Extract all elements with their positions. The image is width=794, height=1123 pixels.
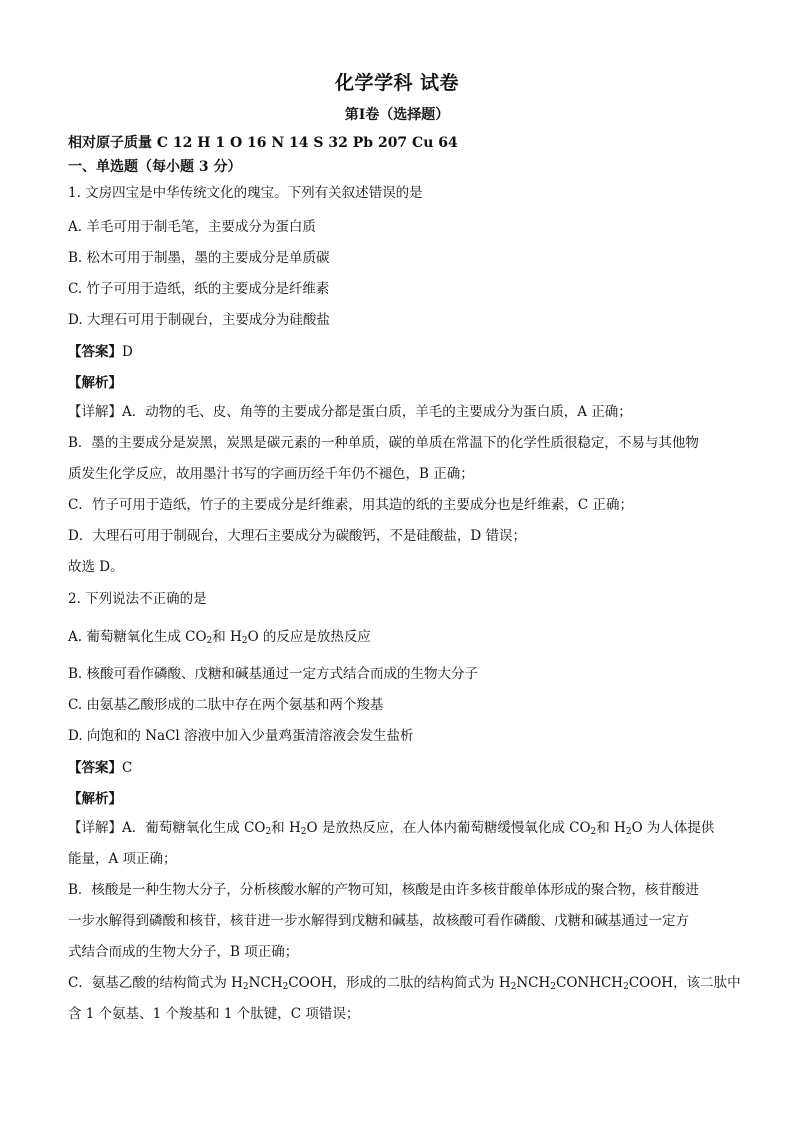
q2-detail-b1: B．核酸是一种生物大分子，分析核酸水解的产物可知，核酸是由许多核苷酸单体形成的聚合物，核苷酸进 (68, 882, 699, 898)
q2-detail-b3: 式结合而成的生物大分子，B 项正确； (68, 944, 299, 960)
subscript: 2 (241, 636, 248, 646)
q2-detail-a (68, 819, 714, 841)
answer-value: C (122, 760, 133, 776)
atomic-mass-line: 相对原子质量 C 12 H 1 O 16 N 14 S 32 Pb 207 Cu 64 (68, 135, 458, 151)
text-run: 【详解】A．葡萄糖氧化生成 CO (68, 820, 266, 836)
text-run: C．氨基乙酸的结构简式为 H (68, 975, 243, 991)
q1-stem: 1. 文房四宝是中华传统文化的瑰宝。下列有关叙述错误的是 (68, 185, 423, 201)
answer-label: 【答案】 (68, 344, 122, 360)
page-title: 化学学科 试卷 (334, 72, 460, 94)
text-run: NCH (248, 975, 283, 991)
q1-answer (68, 340, 133, 360)
q2-stem: 2. 下列说法不正确的是 (68, 591, 207, 607)
q1-detail-b2: 质发生化学反应，故用墨汁书写的字画历经千年仍不褪色，B 正确； (68, 466, 474, 482)
text-run: NCH (516, 975, 551, 991)
text-run: 和 H (596, 820, 626, 836)
text-run: 和 H (271, 820, 301, 836)
text-run: CONHCH (556, 975, 624, 991)
text-run: 和 H (212, 629, 242, 645)
subscript: 2 (242, 982, 249, 992)
answer-value: D (122, 344, 133, 360)
text-run: O 的反应是放热反应 (247, 629, 371, 645)
subscript: 2 (510, 982, 517, 992)
text-run: O 是放热反应，在人体内葡萄糖缓慢氧化成 CO (306, 820, 591, 836)
q1-option-d: D. 大理石可用于制砚台，主要成分为硅酸盐 (68, 312, 330, 328)
text-run: O 为人体提供 (631, 820, 715, 836)
q2-detail-b2: 一步水解得到磷酸和核苷，核苷进一步水解得到戊糖和碱基，故核酸可看作磷酸、戊糖和碱基通过一定方 (68, 913, 689, 929)
subscript: 2 (550, 982, 556, 992)
q2-option-d: D. 向饱和的 NaCl 溶液中加入少量鸡蛋清溶液会发生盐析 (68, 728, 414, 744)
q2-answer (68, 756, 132, 776)
section-heading: 一、单选题（每小题 3 分） (68, 159, 242, 175)
subscript: 2 (206, 636, 213, 646)
q1-detail-a: 【详解】A．动物的毛、皮、角等的主要成分都是蛋白质，羊毛的主要成分为蛋白质，A 正确； (68, 404, 632, 420)
subscript: 2 (282, 982, 289, 992)
volume-title: 第Ⅰ卷（选择题） (344, 107, 450, 123)
q2-option-c: C. 由氨基乙酸形成的二肽中存在两个氨基和两个羧基 (68, 697, 384, 713)
text-run: COOH，该二肽中 (628, 975, 741, 991)
subscript: 2 (623, 982, 629, 992)
q1-analysis-label (68, 371, 122, 391)
q2-detail-a2: 能量，A 项正确； (68, 851, 177, 867)
q1-option-b: B. 松木可用于制墨，墨的主要成分是单质碳 (68, 250, 330, 266)
q1-detail-d: D．大理石可用于制砚台，大理石主要成分为碳酸钙，不是硅酸盐，D 错误； (68, 528, 526, 544)
q2-detail-c (68, 974, 741, 996)
q2-detail-c2: 含 1 个氨基、1 个羧基和 1 个肽键，C 项错误； (68, 1006, 360, 1022)
analysis-label: 【解析】 (68, 375, 122, 391)
q2-option-b: B. 核酸可看作磷酸、戊糖和碱基通过一定方式结合而成的生物大分子 (68, 666, 479, 682)
subscript: 2 (590, 827, 597, 837)
q1-conclusion: 故选 D。 (68, 559, 124, 575)
q2-analysis-label (68, 787, 122, 807)
subscript: 2 (265, 827, 272, 837)
text-run: A. 葡萄糖氧化生成 CO (68, 629, 207, 645)
q2-option-a (68, 625, 371, 646)
q1-option-c: C. 竹子可用于造纸，纸的主要成分是纤维素 (68, 281, 330, 297)
q1-option-a: A. 羊毛可用于制毛笔，主要成分为蛋白质 (68, 219, 316, 235)
analysis-label: 【解析】 (68, 791, 122, 807)
subscript: 2 (300, 827, 307, 837)
text-run: COOH，形成的二肽的结构简式为 H (288, 975, 511, 991)
answer-label: 【答案】 (68, 760, 122, 776)
q1-detail-c: C．竹子可用于造纸，竹子的主要成分是纤维素，用其造的纸的主要成分也是纤维素，C 正确； (68, 497, 633, 513)
subscript: 2 (625, 827, 632, 837)
q1-detail-b1: B．墨的主要成分是炭黑，炭黑是碳元素的一种单质，碳的单质在常温下的化学性质很稳定，不易与其他物 (68, 435, 699, 451)
